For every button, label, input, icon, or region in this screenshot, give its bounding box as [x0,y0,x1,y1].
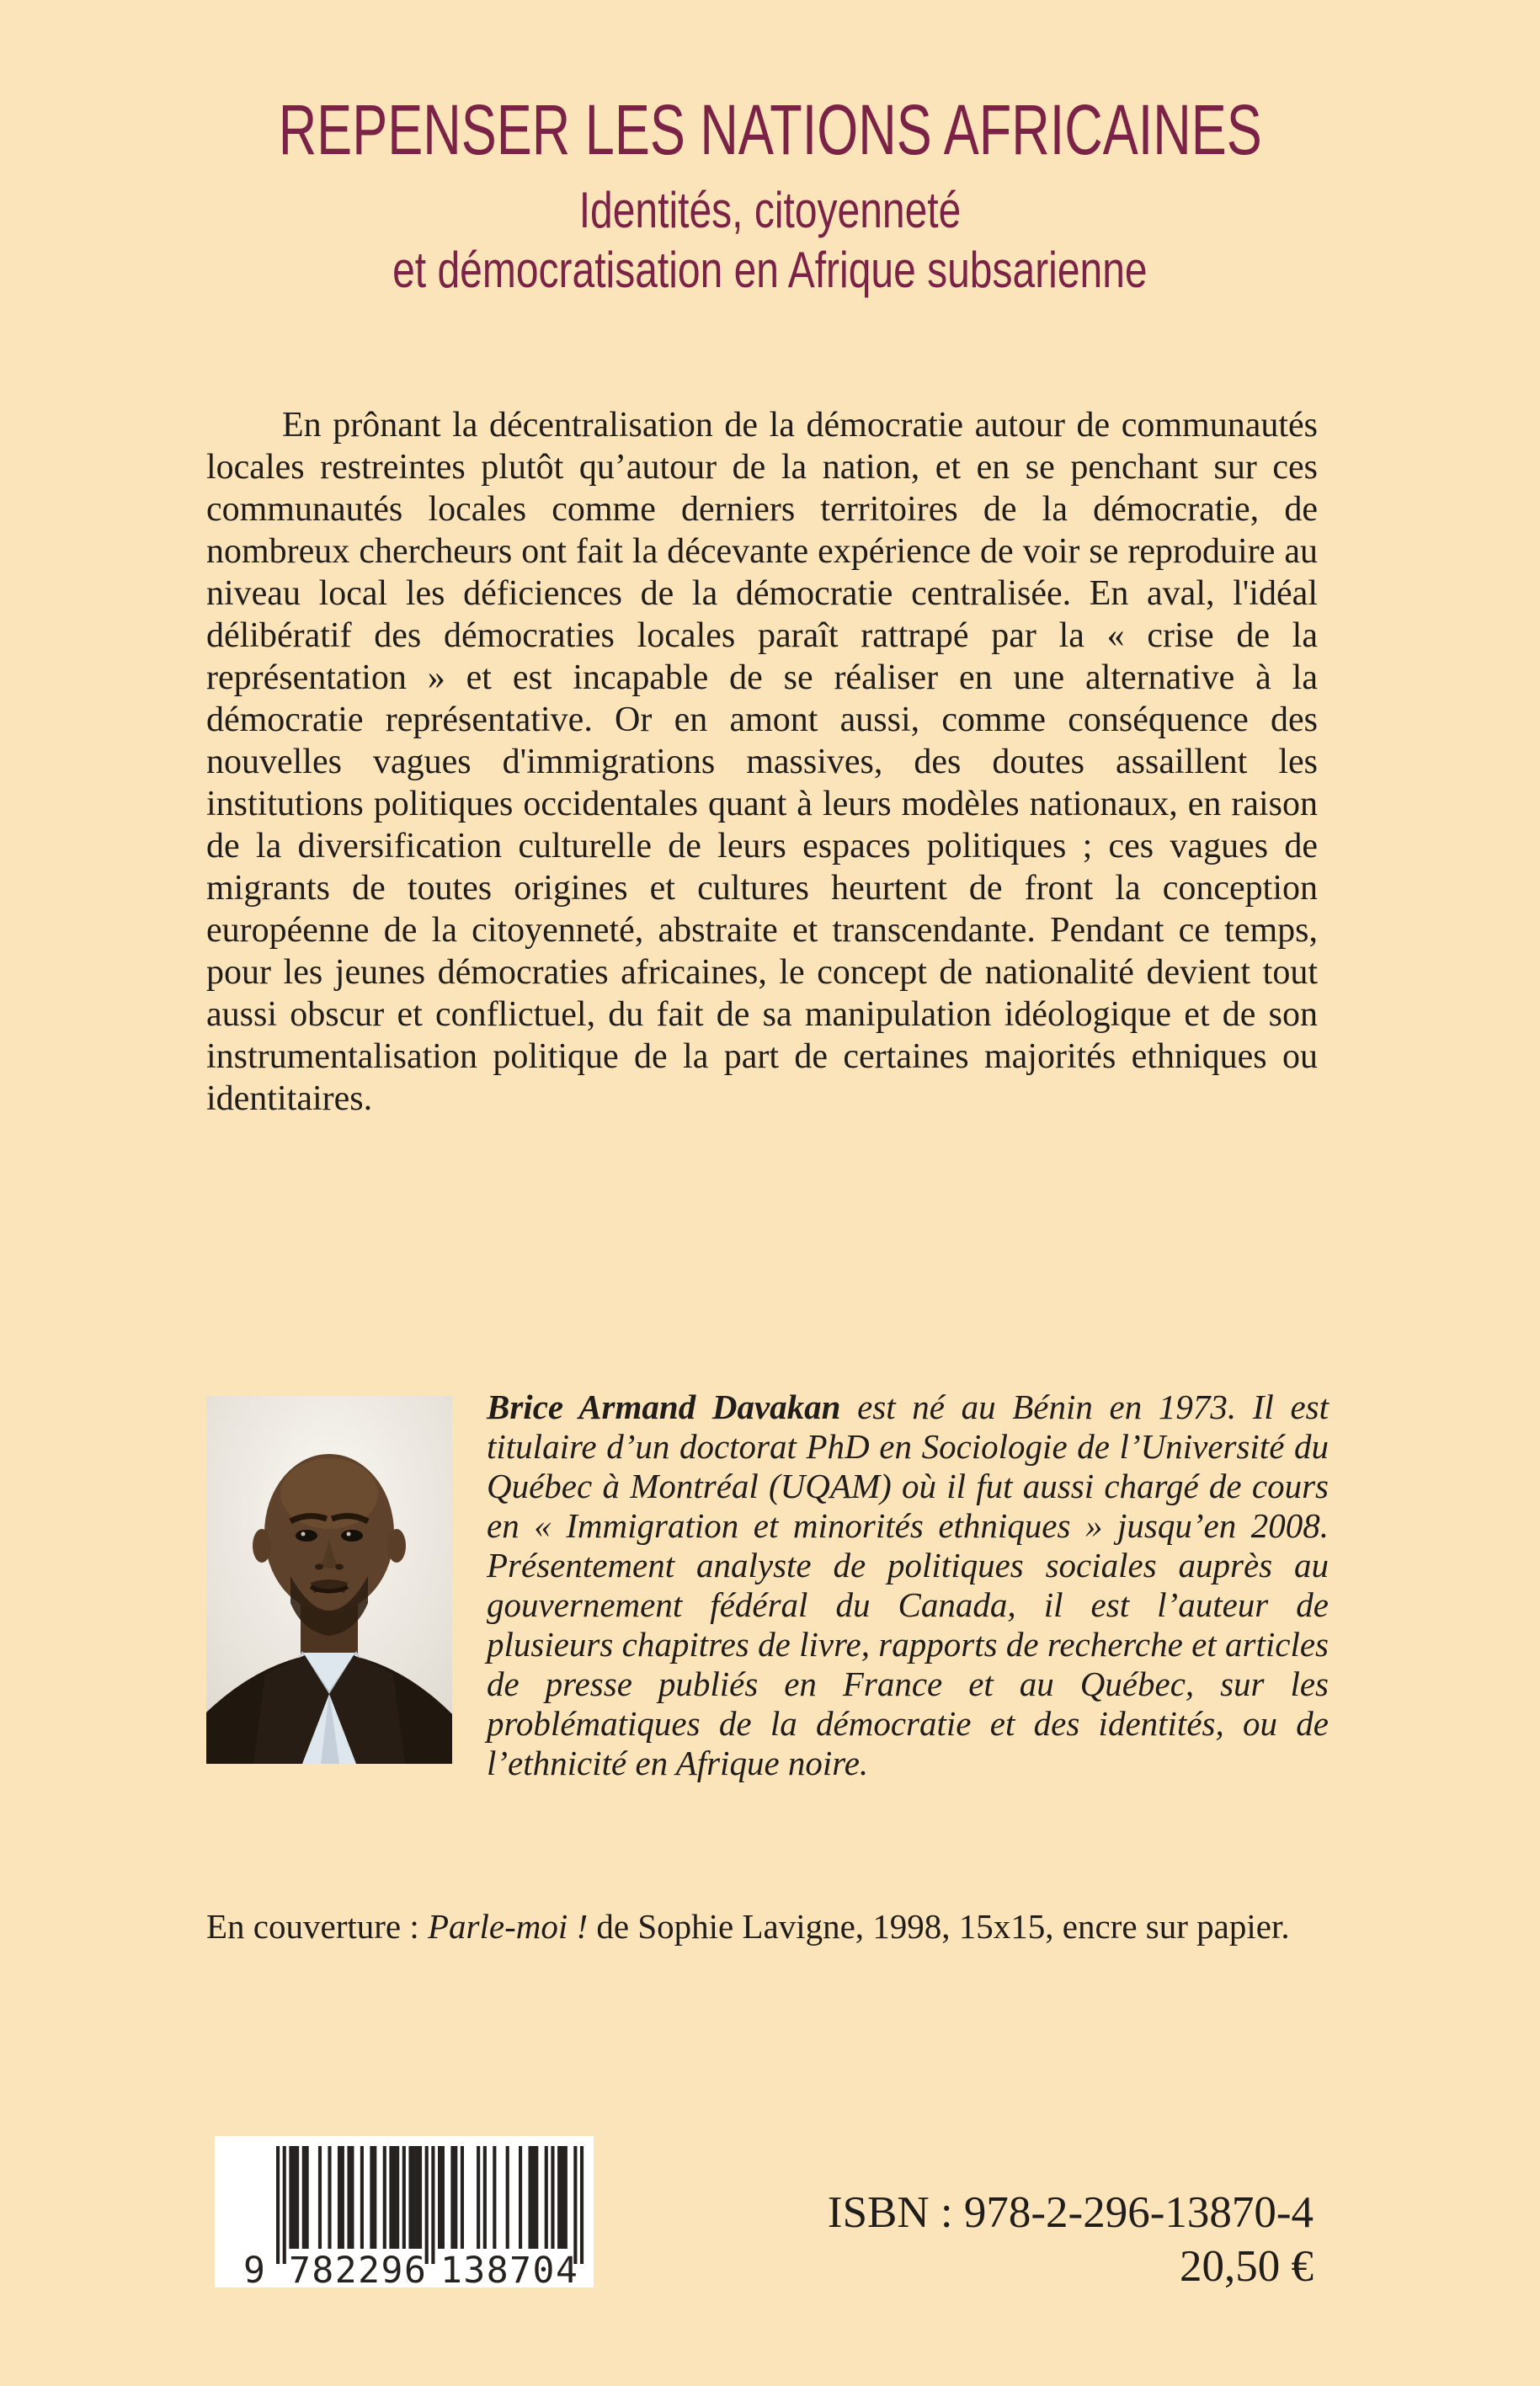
title-block [0,91,1540,300]
subtitle-line-2: et démocratisation en Afrique subsarienne [392,242,1148,299]
author-bio [487,1387,1329,1783]
book-title: REPENSER LES NATIONS AFRICAINES [278,90,1262,169]
cover-credit-suffix: de Sophie Lavigne, 1998, 15x15, encre sur papier. [588,1907,1290,1946]
title-row [0,91,1540,168]
author-name: Brice Armand Davakan [487,1387,841,1426]
portrait-illustration [206,1396,452,1764]
cover-credit-line [206,1906,1290,1947]
artwork-title: Parle-moi ! [427,1907,589,1946]
barcode-digits-left: 782296 [289,2250,428,2287]
barcode-digits-right: 138704 [440,2250,579,2287]
cover-credit-prefix: En couverture : [206,1907,428,1946]
barcode-bars [215,2136,594,2287]
barcode [215,2136,594,2287]
subtitle-line-1: Identités, citoyenneté [578,182,962,239]
author-bio-text: est né au Bénin en 1973. Il est titulaire d’un doctorat PhD en Sociologie de l’Université du Québec à Montréal (UQAM) où il fut aussi chargé de cours en « Immigration et minorités ethniques » jusqu’en 2008. Présentement analyste de politiques sociales auprès au gouvernement fédéral du Canada, il est l’auteur de plusieurs chapitres de livre, rapports de recherche et articles de presse publiés en France et au Québec, sur les problématiques de la démocratie et des identités, ou de l’ethnicité en Afrique noire. [487,1387,1329,1782]
barcode-digit-lead: 9 [243,2250,267,2287]
price-text: 20,50 € [1180,2242,1314,2291]
author-photo [206,1396,452,1764]
synopsis-paragraph: En prônant la décentralisation de la démocratie autour de communautés locales restreintes plutôt qu’autour de la nation, et en se penchant sur ces communautés locales comme derniers territoires de la démocratie, de nombreux chercheurs ont fait la décevante expérience de voir se reproduire au niveau local les déficiences de la démocratie centralisée. En aval, l'idéal délibératif des démocraties locales paraît rattrapé par la « crise de la représentation » et est incapable de se réaliser en une alternative à la démocratie représentative. Or en amont aussi, comme conséquence des nouvelles vagues d'immigrations massives, des doutes assaillent les institutions politiques occidentales quant à leurs modèles nationaux, en raison de la diversification culturelle de leurs espaces politiques ; ces vagues de migrants de toutes origines et cultures heurtent de front la conception européenne de la citoyenneté, abstraite et transcendante. Pendant ce temps, pour les jeunes démocraties africaines, le concept de nationalité devient tout aussi obscur et conflictuel, du fait de sa manipulation idéologique et de son instrumentalisation politique de la part de certaines majorités ethniques ou identitaires. [206,406,1318,1118]
isbn-text: ISBN : 978-2-296-13870-4 [827,2188,1314,2237]
subtitle-block [0,180,1540,300]
